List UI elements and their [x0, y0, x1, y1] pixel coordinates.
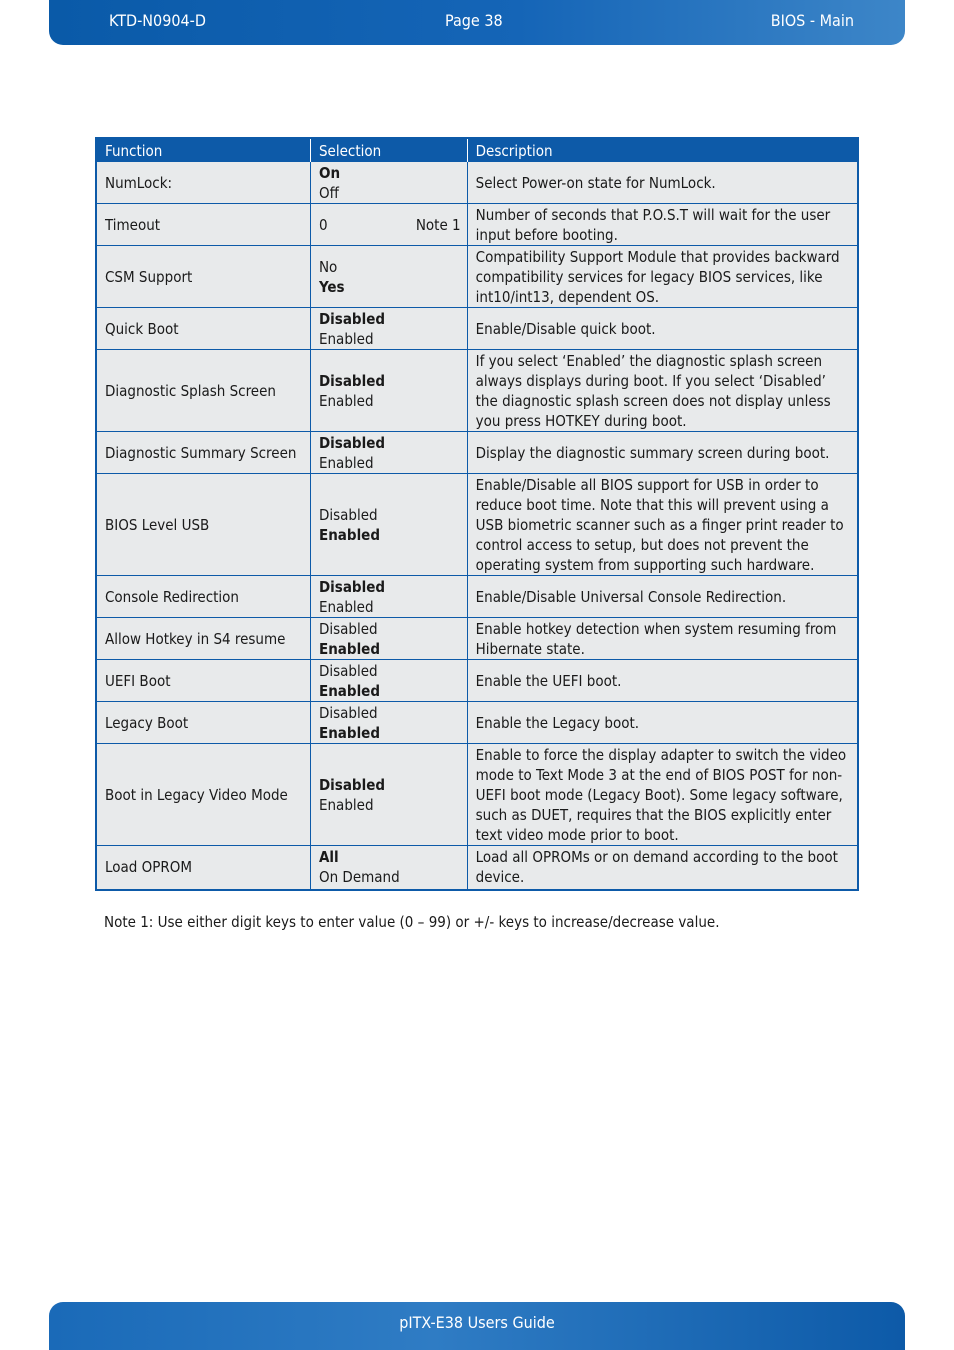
table-body [96, 162, 858, 890]
selection-cell [310, 204, 467, 246]
table-row [96, 308, 858, 350]
function-cell: Legacy Boot [96, 702, 310, 744]
table-row [96, 660, 858, 702]
description-cell: Enable the Legacy boot. [467, 702, 858, 744]
function-cell: Timeout [96, 204, 310, 246]
table-row [96, 702, 858, 744]
selection-cell [310, 308, 467, 350]
page-footer [49, 1302, 905, 1350]
selection-option: Enabled [318, 723, 381, 742]
description-cell: Enable/Disable quick boot. [467, 308, 858, 350]
table-row [96, 246, 858, 308]
function-cell: Load OPROM [96, 846, 310, 890]
description-cell: Enable hotkey detection when system resuming from Hibernate state. [467, 618, 858, 660]
table-row [96, 744, 858, 846]
description-cell: Select Power-on state for NumLock. [467, 162, 858, 204]
selection-option: Enabled [318, 391, 374, 410]
description-cell: Enable the UEFI boot. [467, 660, 858, 702]
selection-option: On Demand [318, 868, 400, 887]
description-cell: Enable to force the display adapter to switch the video mode to Text Mode 3 at the end of BIOS POST for non-UEFI boot mode (Legacy Boot). Some legacy software, such as DUET, requires that the BIOS explicitly enter text video mode prior to boot. [467, 744, 858, 846]
selection-option: Enabled [318, 795, 374, 814]
function-cell: Diagnostic Splash Screen [96, 350, 310, 432]
selection-cell [310, 350, 467, 432]
selection-cell [310, 432, 467, 474]
function-cell: UEFI Boot [96, 660, 310, 702]
footnote: Note 1: Use either digit keys to enter value (0 – 99) or +/- keys to increase/decrease value. [104, 913, 720, 931]
selection-note: Note 1 [415, 215, 461, 234]
description-cell: If you select ‘Enabled’ the diagnostic splash screen always displays during boot. If you select ‘Disabled’ the diagnostic splash screen does not display unless you press HOTKEY during boot. [467, 350, 858, 432]
selection-option: Disabled [318, 703, 378, 722]
description-cell: Enable/Disable all BIOS support for USB in order to reduce boot time. Note that this will prevent using a USB biometric scanner such as a finger print reader to control access to setup, but does not prevent the operating system from supporting such hardware. [467, 474, 858, 576]
selection-option: Disabled [318, 661, 378, 680]
description-cell: Number of seconds that P.O.S.T will wait for the user input before booting. [467, 204, 858, 246]
selection-cell [310, 702, 467, 744]
table-row [96, 846, 858, 890]
selection-cell [310, 660, 467, 702]
function-cell: NumLock: [96, 162, 310, 204]
selection-option: No [318, 257, 338, 276]
section-title: BIOS - Main [770, 11, 854, 30]
selection-cell [310, 246, 467, 308]
selection-option: Enabled [318, 639, 381, 658]
function-cell: Diagnostic Summary Screen [96, 432, 310, 474]
selection-option: Disabled [318, 433, 386, 452]
selection-option: Disabled [318, 619, 378, 638]
table-row [96, 576, 858, 618]
selection-option: Disabled [318, 577, 386, 596]
page-number: Page 38 [445, 11, 503, 30]
selection-option: Disabled [318, 775, 386, 794]
column-header-selection: Selection [310, 138, 467, 162]
description-cell: Load all OPROMs or on demand according to the boot device. [467, 846, 858, 890]
selection-cell [310, 618, 467, 660]
description-cell: Enable/Disable Universal Console Redirection. [467, 576, 858, 618]
description-cell: Compatibility Support Module that provides backward compatibility services for legacy BIOS services, like int10/int13, dependent OS. [467, 246, 858, 308]
document-id: KTD-N0904-D [109, 11, 206, 30]
selection-option: Off [318, 183, 339, 202]
selection-option: Enabled [318, 525, 381, 544]
selection-option: All [318, 848, 339, 867]
selection-option: Enabled [318, 597, 374, 616]
table-row [96, 350, 858, 432]
selection-cell [310, 162, 467, 204]
selection-option-value: 0 [318, 215, 328, 234]
selection-option: Yes [318, 277, 345, 296]
function-cell: BIOS Level USB [96, 474, 310, 576]
description-cell: Display the diagnostic summary screen during boot. [467, 432, 858, 474]
function-cell: CSM Support [96, 246, 310, 308]
table-header-row [96, 138, 858, 162]
guide-title: pITX-E38 Users Guide [399, 1313, 555, 1332]
selection-option: Disabled [318, 371, 386, 390]
table-row [96, 204, 858, 246]
selection-option: Enabled [318, 681, 381, 700]
table-row [96, 474, 858, 576]
table-row [96, 432, 858, 474]
selection-option: Enabled [318, 453, 374, 472]
selection-option: On [318, 163, 341, 182]
selection-cell [310, 744, 467, 846]
function-cell: Quick Boot [96, 308, 310, 350]
page-header [49, 0, 905, 45]
selection-option [319, 215, 459, 235]
column-header-function: Function [96, 138, 310, 162]
column-header-description: Description [467, 138, 858, 162]
function-cell: Console Redirection [96, 576, 310, 618]
selection-option: Disabled [318, 505, 378, 524]
function-cell: Allow Hotkey in S4 resume [96, 618, 310, 660]
table-row [96, 162, 858, 204]
selection-option: Enabled [318, 329, 374, 348]
selection-cell [310, 846, 467, 890]
bios-settings-table [95, 137, 859, 891]
selection-cell [310, 576, 467, 618]
function-cell: Boot in Legacy Video Mode [96, 744, 310, 846]
table-row [96, 618, 858, 660]
selection-option: Disabled [318, 309, 386, 328]
selection-cell [310, 474, 467, 576]
